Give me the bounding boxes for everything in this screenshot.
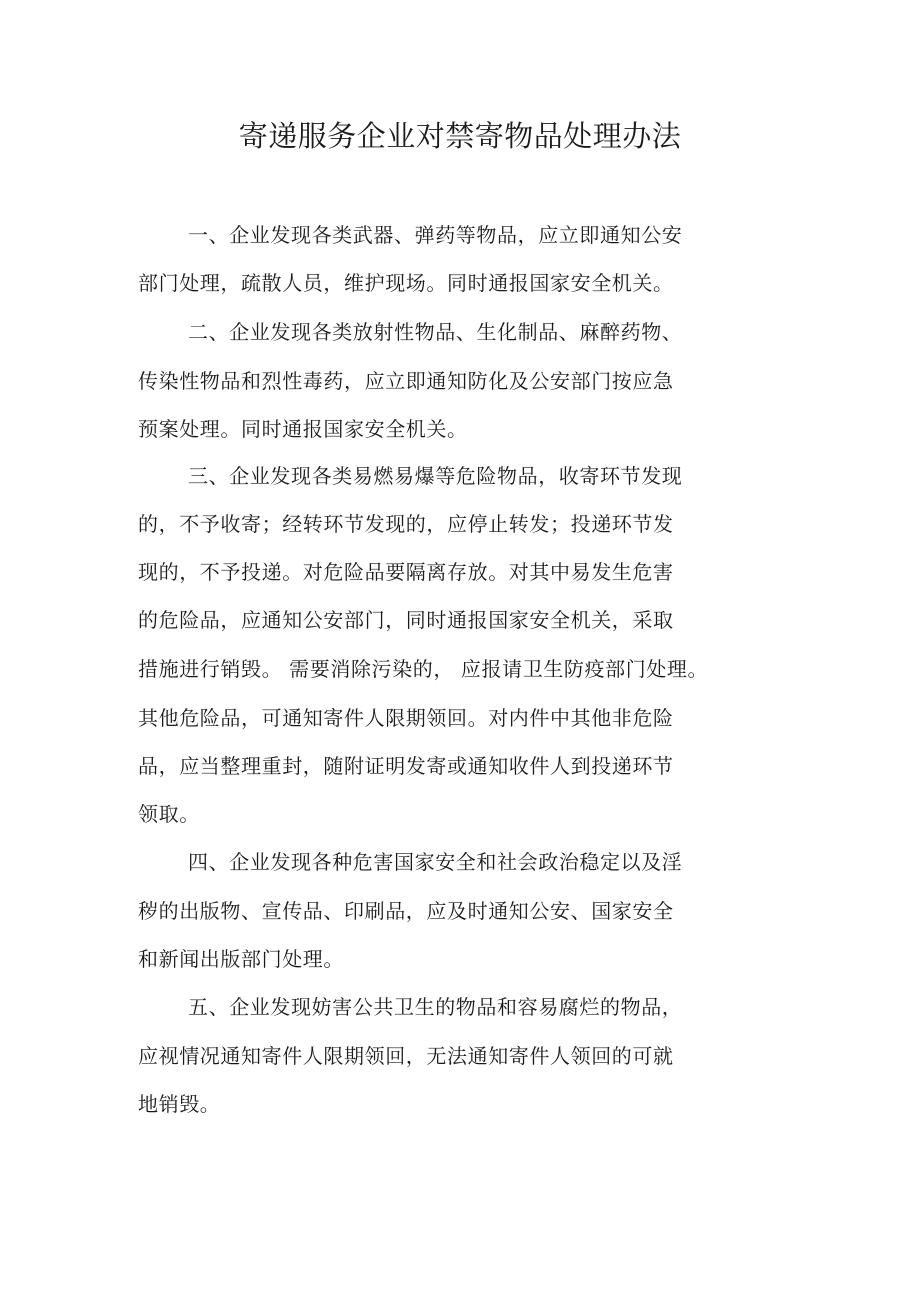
paragraph-3-line-1: 三、企业发现各类易燃易爆等危险物品，收寄环节发现: [188, 464, 683, 488]
paragraph-3-line-5: 措施进行销毁。 需要消除污染的， 应报请卫生防疫部门处理。: [138, 657, 709, 681]
paragraph-2-line-2: 传染性物品和烈性毒药，应立即通知防化及公安部门按应急: [138, 369, 674, 393]
paragraph-3-line-4: 的危险品，应通知公安部门，同时通报国家安全机关，采取: [138, 608, 674, 632]
paragraph-3-line-7: 品，应当整理重封，随附证明发寄或通知收件人到投递环节: [138, 754, 674, 778]
paragraph-4-line-2: 秽的出版物、宣传品、印刷品，应及时通知公安、国家安全: [138, 899, 674, 923]
paragraph-5-line-1: 五、企业发现妨害公共卫生的物品和容易腐烂的物品，: [188, 995, 683, 1019]
paragraph-2-line-3: 预案处理。同时通报国家安全机关。: [138, 417, 468, 441]
paragraph-2-line-1: 二、企业发现各类放射性物品、生化制品、麻醉药物、: [188, 320, 683, 344]
paragraph-3-line-2: 的，不予收寄；经转环节发现的，应停止转发；投递环节发: [138, 512, 674, 536]
paragraph-4-line-3: 和新闻出版部门处理。: [138, 947, 344, 971]
paragraph-5-line-2: 应视情况通知寄件人限期领回，无法通知寄件人领回的可就: [138, 1044, 674, 1068]
paragraph-3-line-8: 领取。: [138, 802, 200, 826]
paragraph-1-line-1: 一、企业发现各类武器、弹药等物品，应立即通知公安: [188, 223, 683, 247]
paragraph-5-line-3: 地销毁。: [138, 1092, 221, 1116]
paragraph-4-line-1: 四、企业发现各种危害国家安全和社会政治稳定以及淫: [188, 850, 683, 874]
document-title: 寄递服务企业对禁寄物品处理办法: [238, 119, 682, 153]
paragraph-3-line-3: 现的，不予投递。对危险品要隔离存放。对其中易发生危害: [138, 560, 674, 584]
paragraph-3-line-6: 其他危险品，可通知寄件人限期领回。对内件中其他非危险: [138, 706, 674, 730]
paragraph-1-line-2: 部门处理，疏散人员，维护现场。同时通报国家安全机关。: [138, 271, 674, 295]
